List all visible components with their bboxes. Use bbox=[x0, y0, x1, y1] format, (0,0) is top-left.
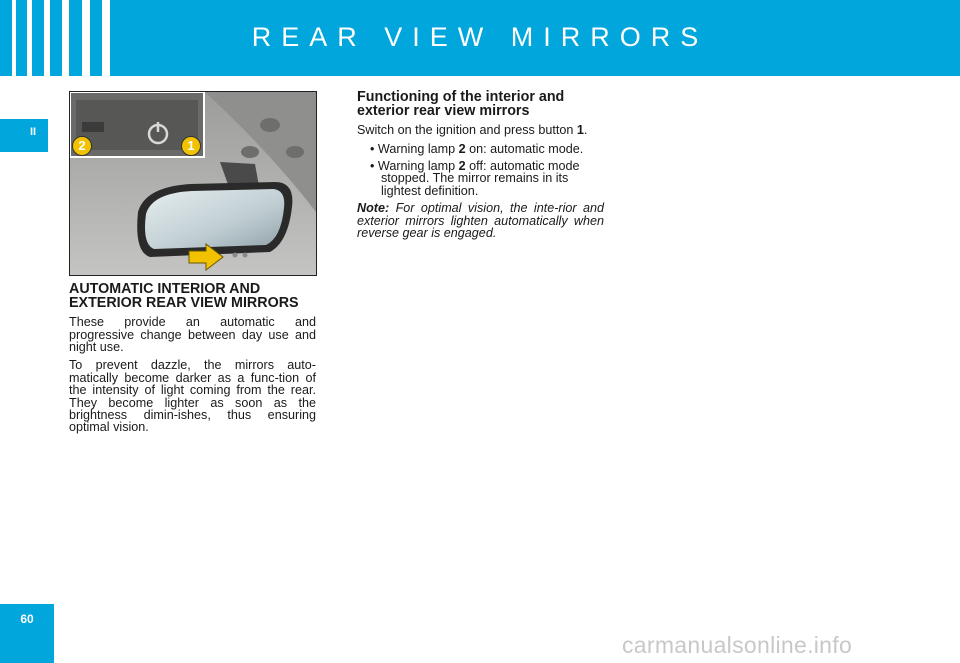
bullet-item: • Warning lamp 2 off: automatic mode stopped. The mirror remains in its lightest definition. bbox=[370, 159, 580, 198]
note-label: Note: bbox=[357, 201, 390, 216]
subsection-heading: Functioning of the interior and exterior rear view mirrors bbox=[357, 89, 565, 119]
callout-2-label: 2 bbox=[78, 138, 86, 153]
note-text: For optimal vision, the inte-rior and exterior mirrors lighten automatically when reverse gear is engaged. bbox=[357, 201, 604, 241]
page-number-box bbox=[0, 604, 54, 663]
arrow-right-icon bbox=[188, 243, 224, 271]
header-stripe bbox=[102, 0, 110, 76]
note bbox=[357, 202, 604, 239]
bullet-item: • Warning lamp 2 on: automatic mode. bbox=[370, 141, 584, 156]
intro-text: Switch on the ignition and press button bbox=[357, 123, 577, 138]
button-ref: 1 bbox=[576, 123, 584, 138]
left-column bbox=[69, 283, 316, 440]
callout-2 bbox=[72, 136, 92, 156]
bullet-text: Warning lamp bbox=[377, 141, 459, 156]
section-tab-label: II bbox=[30, 126, 37, 138]
header-stripe bbox=[82, 0, 90, 76]
header-stripe bbox=[44, 0, 50, 76]
bullet-text: on: automatic mode. bbox=[465, 141, 584, 156]
bullet-text: off: automatic mode stopped. The mirror remains in its lightest definition. bbox=[381, 159, 580, 198]
watermark: carmanualsonline.info bbox=[622, 632, 853, 658]
page-number: 60 bbox=[20, 612, 34, 626]
lamp-ref: 2 bbox=[458, 141, 466, 156]
intro-end: . bbox=[583, 123, 588, 138]
paragraph: These provide an automatic and progressive change between day use and night use. bbox=[69, 315, 316, 354]
callout-1 bbox=[181, 136, 201, 156]
bullet-text: Warning lamp bbox=[377, 159, 459, 173]
callout-1-label: 1 bbox=[187, 138, 195, 153]
lamp-ref: 2 bbox=[458, 159, 466, 173]
mirror-figure bbox=[69, 91, 317, 276]
right-column bbox=[357, 91, 604, 245]
section-tab bbox=[0, 119, 48, 152]
section-heading: AUTOMATIC INTERIOR AND EXTERIOR REAR VIEW MIRRORS bbox=[69, 281, 299, 311]
header-stripe bbox=[27, 0, 32, 76]
header-stripe bbox=[62, 0, 69, 76]
paragraph: To prevent dazzle, the mirrors auto-matically become darker as a func-tion of the intensity of light coming from the rear. They become lighter as soon as the brightness dimin-ishes, thus ensuring optimal vision. bbox=[69, 358, 316, 435]
page-title: REAR VIEW MIRRORS bbox=[251, 22, 709, 52]
header-band bbox=[0, 0, 960, 76]
paragraph bbox=[357, 124, 604, 136]
header-stripe bbox=[12, 0, 16, 76]
